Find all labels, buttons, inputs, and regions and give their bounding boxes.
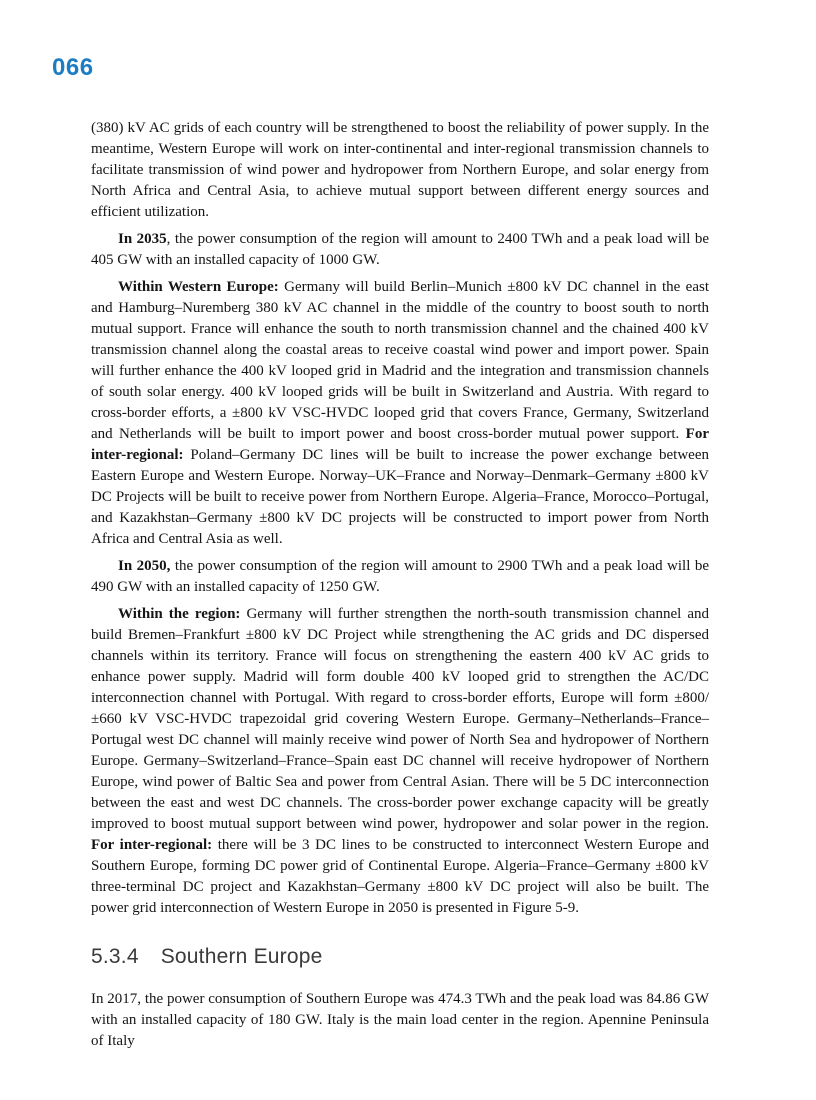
section-heading (91, 945, 709, 969)
paragraph (91, 229, 709, 271)
text-run: (380) kV AC grids of each country will be strengthened to boost the reliability of power supply. In the meantime, Western Europe will work on inter-continental and inter-regional transmission channels to facilitate transmission of wind power and hydropower from Northern Europe, and solar energy from North Africa and Central Asia, to achieve mutual support between different energy sources and efficient utilization. (91, 120, 709, 220)
section-number: 5.3.4 (91, 945, 139, 968)
text-run: there will be 3 DC lines to be constructed to interconnect Western Europe and Southern Europe, forming DC power grid of Continental Europe. Algeria–France–Germany ±800 kV three-terminal DC project and Kazakhstan–Germany ±800 kV DC project will also be built. The power grid interconnection of Western Europe in 2050 is presented in Figure 5-9. (91, 837, 710, 916)
paragraph (91, 604, 709, 919)
paragraph (91, 556, 709, 598)
text-run: Germany will build Berlin–Munich ±800 kV DC channel in the east and Hamburg–Nuremberg 380 kV AC channel in the middle of the country to boost south to north mutual support. France will enhance the south to north transmission channel and the chained 400 kV transmission channel along the coastal areas to receive coastal wind power and import power. Spain will further enhance the 400 kV looped grid in Madrid and the integration and transmission channels of south solar energy. 400 kV looped grids will be built in Switzerland and Austria. With regard to cross-border efforts, a ±800 kV VSC-HVDC looped grid that covers France, Germany, Switzerland and Netherlands will be built to import power and boost cross-border mutual power support. (91, 279, 709, 442)
text-run: , the power consumption of the region will amount to 2400 TWh and a peak load will be 405 GW with an installed capacity of 1000 GW. (91, 231, 709, 268)
bold-text-run: Within Western Europe: (118, 279, 279, 295)
bold-text-run: For inter-regional: (91, 426, 709, 463)
bold-text-run: In 2050, (118, 558, 171, 574)
paragraph (91, 277, 709, 550)
paragraph (91, 118, 709, 223)
bold-text-run: Within the region: (118, 606, 241, 622)
bold-text-run: For inter-regional: (91, 837, 213, 853)
page-number: 066 (52, 54, 94, 81)
text-run: Germany will further strengthen the north-south transmission channel and build Bremen–Frankfurt ±800 kV DC Project while strengthening the AC grids and DC dispersed channels within its territory. France will focus on strengthening the eastern 400 kV AC grids to enhance power supply. Madrid will form double 400 kV looped grid to strengthen the AC/DC interconnection channel with Portugal. With regard to cross-border efforts, Europe will form ±800/±660 kV VSC-HVDC trapezoidal grid covering Western Europe. Germany–Netherlands–France–Portugal west DC channel will mainly receive wind power of North Sea and hydropower of Northern Europe. Germany–Switzerland–France–Spain east DC channel will receive hydropower of Northern Europe, wind power of Baltic Sea and power from Central Asian. There will be 5 DC interconnection between the east and west DC channels. The cross-border power exchange capacity will be greatly improved to boost mutual support between wind power, hydropower and solar power in the region. (91, 606, 709, 832)
section-title: Southern Europe (160, 945, 323, 968)
paragraph (91, 989, 709, 1052)
text-run: the power consumption of the region will amount to 2900 TWh and a peak load will be 490 GW with an installed capacity of 1250 GW. (91, 558, 709, 595)
text-run: In 2017, the power consumption of Southern Europe was 474.3 TWh and the peak load was 84.86 GW with an installed capacity of 180 GW. Italy is the main load center in the region. Apennine Peninsula of Italy (91, 991, 709, 1049)
page-content (91, 118, 709, 1058)
text-run: Poland–Germany DC lines will be built to increase the power exchange between Eastern Europe and Western Europe. Norway–UK–France and Norway–Denmark–Germany ±800 kV DC Projects will be built to receive power from Northern Europe. Algeria–France, Morocco–Portugal, and Kazakhstan–Germany ±800 kV DC projects will be constructed to import power from North Africa and Central Asia as well. (91, 447, 709, 547)
bold-text-run: In 2035 (118, 231, 167, 247)
